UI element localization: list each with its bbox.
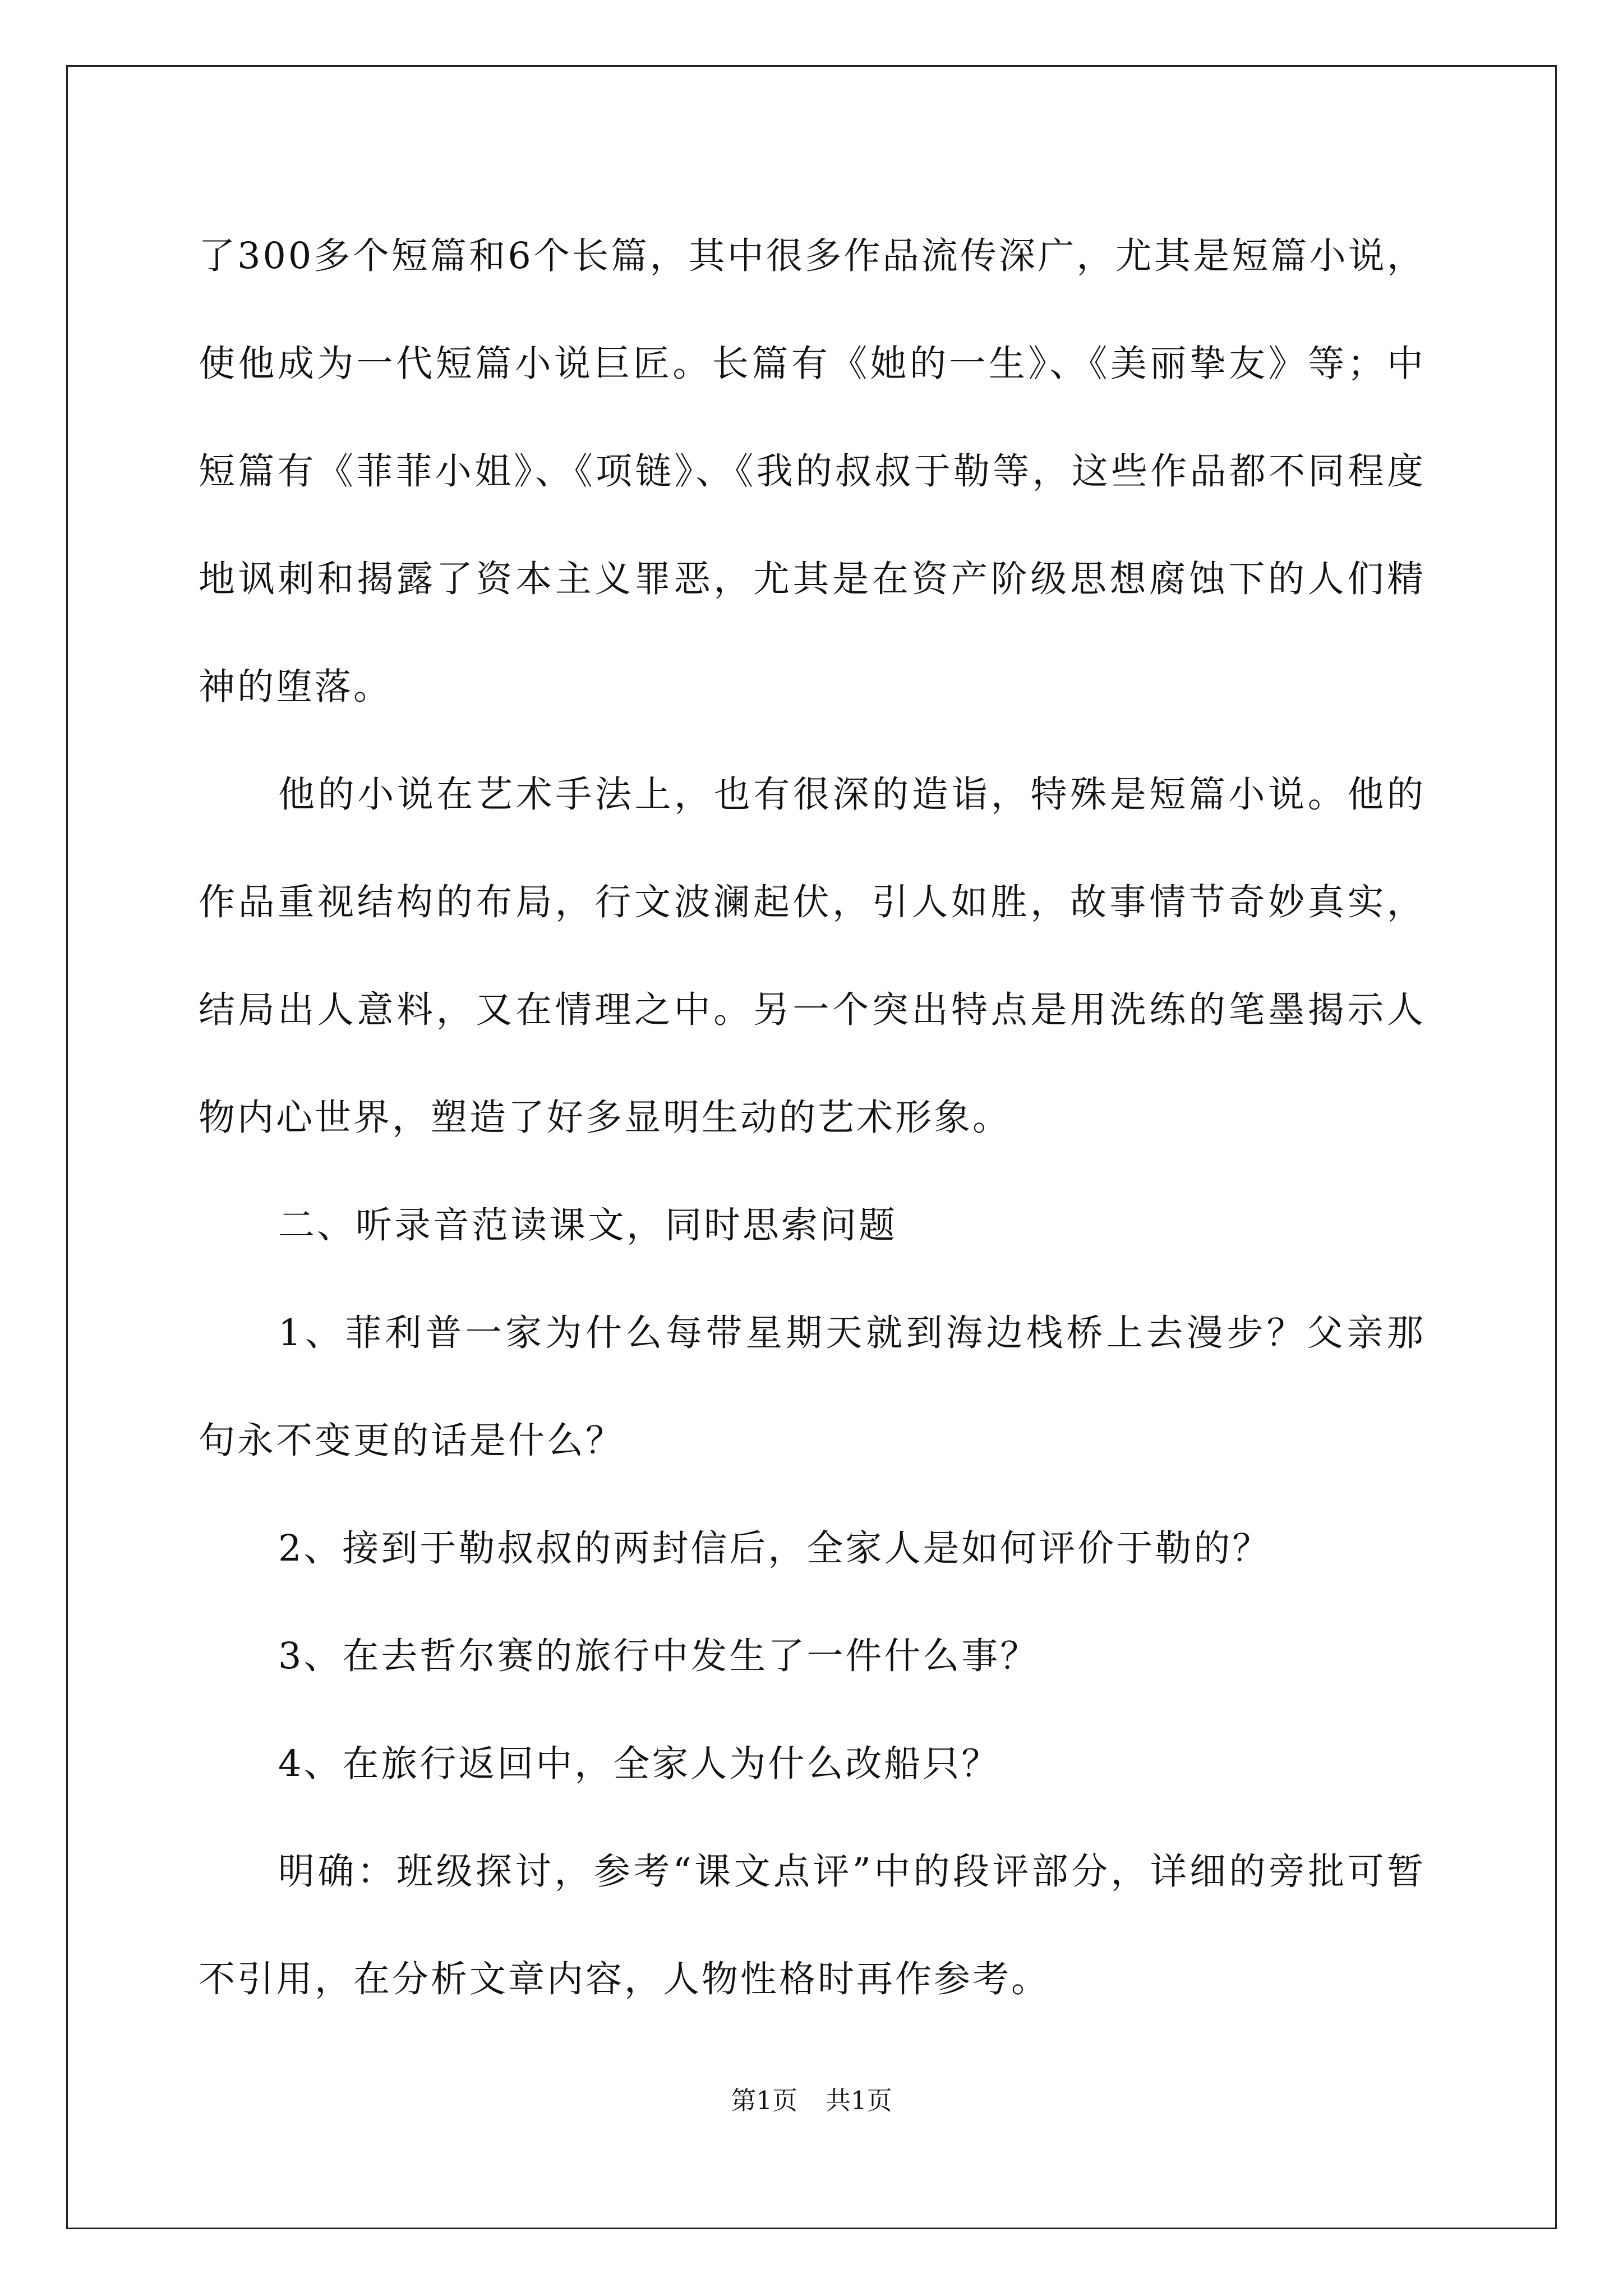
paragraph-2: 他的小说在艺术手法上，也有很深的造诣，特殊是短篇小说。他的作品重视结构的布局，行文波澜起伏，引人如胜，故事情节奇妙真实，结局出人意料，又在情理之中。另一个突出特点是用洗练的笔墨揭示人物内心世界，塑造了好多显明生动的艺术形象。 bbox=[199, 774, 1426, 1139]
question-1: 1、菲利普一家为什么每带星期天就到海边栈桥上去漫步？父亲那句永不变更的话是什么？ bbox=[199, 1312, 1426, 1462]
question-4: 4、在旅行返回中，全家人为什么改船只？ bbox=[278, 1743, 1000, 1785]
document-body bbox=[199, 203, 1426, 2033]
page-total: 共1页 bbox=[826, 2086, 892, 2115]
question-2: 2、接到于勒叔叔的两封信后，全家人是如何评价于勒的？ bbox=[278, 1527, 1271, 1570]
page-footer bbox=[0, 2084, 1623, 2118]
section-heading-2: 二、听录音范读课文，同时思索问题 bbox=[278, 1204, 898, 1246]
paragraph-1: 了300多个短篇和6个长篇，其中很多作品流传深广，尤其是短篇小说，使他成为一代短篇小说巨匠。长篇有《她的一生》、《美丽挚友》等；中短篇有《菲菲小姐》、《项链》、《我的叔叔于勒等，这些作品都不同程度地讽刺和揭露了资本主义罪恶，尤其是在资产阶级思想腐蚀下的人们精神的堕落。 bbox=[199, 235, 1426, 708]
page-number: 第1页 bbox=[731, 2086, 797, 2115]
question-3: 3、在去哲尔赛的旅行中发生了一件什么事？ bbox=[278, 1635, 1039, 1677]
answer-paragraph: 明确：班级探讨，参考“课文点评”中的段评部分，详细的旁批可暂不引用，在分析文章内容，人物性格时再作参考。 bbox=[199, 1851, 1426, 2000]
